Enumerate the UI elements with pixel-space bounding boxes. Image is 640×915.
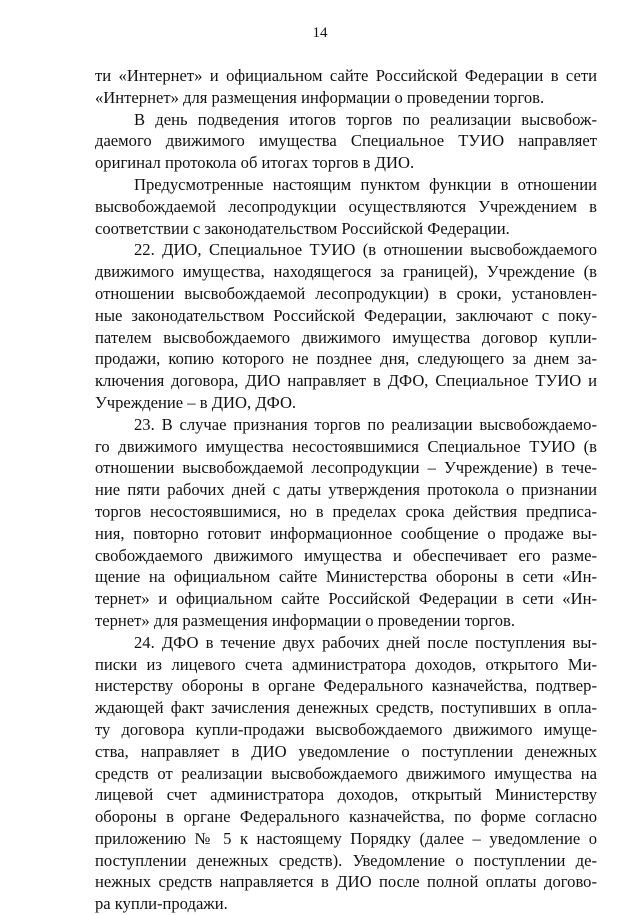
text-line: оригинал протокола об итогах торгов в ДИО. xyxy=(95,153,415,173)
text-line: 22. ДИО, Специальное ТУИО (в отношении высвобождаемого xyxy=(134,240,597,260)
text-line: 24. ДФО в течение двух рабочих дней после поступления вы- xyxy=(134,632,597,652)
text-line: щение на официальном сайте Министерства обороны в сети «Ин- xyxy=(95,567,597,587)
text-line: го движимого имущества несостоявшимися Специальное ТУИО (в xyxy=(95,436,597,456)
text-line: нистерству обороны в органе Федерального казначейства, подтвер- xyxy=(95,676,597,696)
text-line: Предусмотренные настоящим пунктом функции в отношении xyxy=(134,174,597,194)
text-line: отношении высвобождаемой лесопродукции) в сроки, установлен- xyxy=(95,283,597,303)
text-line: высвобождаемой лесопродукции осуществляются Учреждением в xyxy=(95,196,597,216)
text-line: отношении высвобождаемой лесопродукции – Учреждение) в тече- xyxy=(95,458,597,478)
document-body xyxy=(95,65,597,915)
text-line: ние пяти рабочих дней с даты утверждения протокола о признании xyxy=(95,480,597,500)
text-line: тернет» и официальном сайте Российской Федерации в сети «Ин- xyxy=(95,589,597,609)
text-line: ства, направляет в ДИО уведомление о поступлении денежных xyxy=(95,741,597,761)
text-line: ждающей факт зачисления денежных средств, поступивших в опла- xyxy=(95,698,597,718)
text-line: ные законодательством Российской Федерации, заключают с поку- xyxy=(95,305,597,325)
text-line: соответствии с законодательством Российской Федерации. xyxy=(95,218,510,238)
text-line: ра купли-продажи. xyxy=(95,894,228,914)
text-line: нежных средств направляется в ДИО после полной оплаты догово- xyxy=(95,872,597,892)
text-line: 23. В случае признания торгов по реализации высвобождаемо- xyxy=(134,414,597,434)
text-line: продажи, копию которого не позднее дня, следующего за днем за- xyxy=(95,349,597,369)
text-line: пателем высвобождаемого движимого имущества договор купли- xyxy=(95,327,597,347)
text-line: ту договора купли-продажи высвобождаемого движимого имуще- xyxy=(95,719,597,739)
text-line: обороны в органе Федерального казначейства, по форме согласно xyxy=(95,807,597,827)
text-line: писки из лицевого счета администратора доходов, открытого Ми- xyxy=(95,654,597,674)
text-line: Учреждение – в ДИО, ДФО. xyxy=(95,392,297,412)
text-line: даемого движимого имущества Специальное ТУИО направляет xyxy=(95,131,597,151)
text-line: торгов несостоявшимися, но в пределах срока действия предписа- xyxy=(95,501,597,521)
text-line: «Интернет» для размещения информации о проведении торгов. xyxy=(95,87,545,107)
text-line: лицевой счет администратора доходов, открытый Министерству xyxy=(95,785,597,805)
text-line: ния, повторно готовит информационное сообщение о продаже вы- xyxy=(95,523,597,543)
text-line: свобождаемого движимого имущества и обеспечивает его разме- xyxy=(95,545,597,565)
text-line: тернет» для размещения информации о проведении торгов. xyxy=(95,610,515,630)
text-line: В день подведения итогов торгов по реализации высвобож- xyxy=(134,109,597,129)
text-line: поступлении денежных средств). Уведомление о поступлении де- xyxy=(95,850,597,870)
text-line: движимого имущества, находящегося за границей), Учреждение (в xyxy=(95,262,597,282)
text-line: ти «Интернет» и официальном сайте Российской Федерации в сети xyxy=(95,66,597,85)
page-number: 14 xyxy=(312,25,328,41)
text-line: приложению № 5 к настоящему Порядку (далее – уведомление о xyxy=(95,828,597,848)
text-line: ключения договора, ДИО направляет в ДФО, Специальное ТУИО и xyxy=(95,371,597,391)
text-line: средств от реализации высвобождаемого движимого имущества на xyxy=(95,763,597,783)
